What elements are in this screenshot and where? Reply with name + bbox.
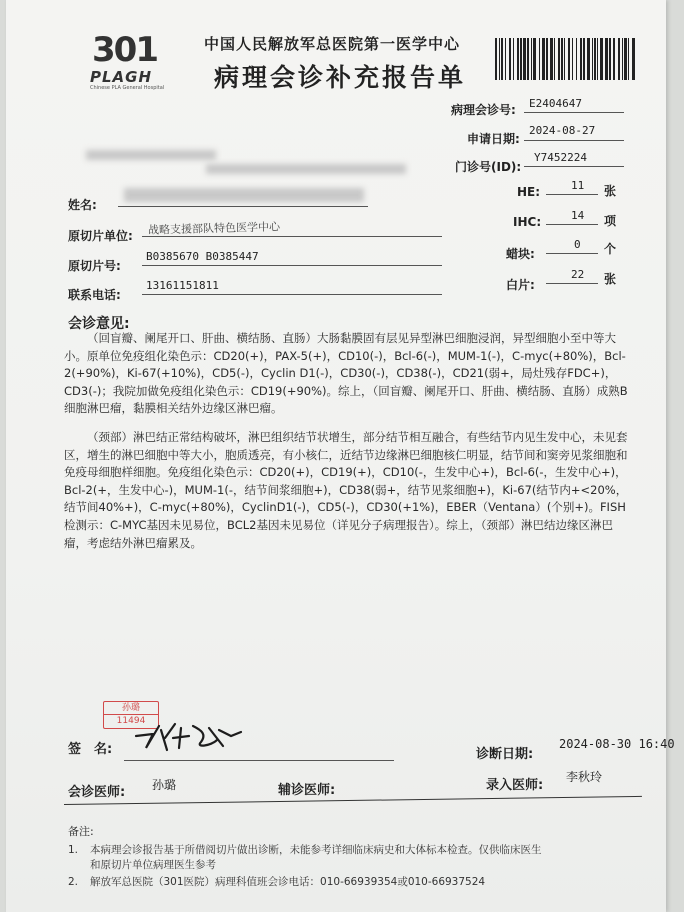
- doctor-seal-stamp: 孙璐 11494: [103, 701, 159, 729]
- he-value: 11: [571, 179, 585, 192]
- phone-label: 联系电话:: [68, 288, 121, 302]
- slide-no: B0385670 B0385447: [146, 250, 259, 263]
- redacted-name: [124, 188, 364, 202]
- logo-subtext: Chinese PLA General Hospital: [90, 85, 165, 91]
- he-underline: [546, 194, 598, 195]
- phone-underline: [142, 294, 442, 295]
- opinion-paragraph-1: （回盲瓣、阑尾开口、肝曲、横结肠、直肠）大肠黏膜固有层见异型淋巴细胞浸润，异型细胞小至中等大小。原单位免疫组化染色示：CD20(+)，PAX-5(+)，CD10(-)，Bcl-6(-)，MUM-1(-)，C-myc(+80%)，Bcl-2(+90%)，Ki-67(+10%)，CD5(-)，Cyclin D1(-)，CD30(-)，CD38(-)，CD21(弱+，局灶残存FDC+)，CD3(-)；我院加做免疫组化染色示：CD19(+90%)。综上，（回盲瓣、阑尾开口、肝曲、横结肠、直肠）成熟B细胞淋巴瘤，黏膜相关结外边缘区淋巴瘤。: [64, 331, 628, 416]
- wax-unit: 个: [604, 242, 617, 256]
- entry-doctor: 李秋玲: [566, 770, 603, 784]
- white-value: 22: [571, 268, 585, 281]
- phone: 13161151811: [146, 279, 219, 292]
- he-label: HE:: [517, 185, 541, 199]
- wax-label: 蜡块:: [506, 247, 535, 261]
- report-paper: [6, 0, 675, 912]
- slide-no-underline: [142, 265, 442, 266]
- section-divider: [64, 796, 642, 805]
- white-underline: [546, 283, 598, 284]
- redacted-block: [86, 150, 216, 160]
- slide-no-label: 原切片号:: [68, 259, 121, 273]
- logo-text: PLAGH: [90, 68, 153, 86]
- logo-number: 301: [92, 30, 157, 70]
- apply-date: 2024-08-27: [529, 124, 596, 137]
- clinic-no: Y7452224: [534, 151, 587, 164]
- redacted-block: [206, 164, 406, 174]
- apply-date-label: 申请日期:: [467, 132, 520, 146]
- entry-doctor-label: 录入医师:: [486, 778, 544, 793]
- handwritten-signature: [131, 716, 251, 756]
- consult-doctor-label: 会诊医师:: [68, 785, 126, 800]
- diag-date: 2024-08-30 16:40: [559, 737, 675, 751]
- opinion-paragraph-2: （颈部）淋巴结正常结构破坏，淋巴组织结节状增生，部分结节相互融合，有些结节内见生发中心，未见套区，增生的淋巴细胞中等大小，胞质透亮，有小核仁，近结节边缘淋巴细胞核仁明显，结节间和窦旁见浆细胞和免疫母细胞样细胞。免疫组化染色示：CD20(+)，CD19(+)，CD10(-，生发中心+)，Bcl-6(-，生发中心+)，Bcl-2(+，生发中心-)，MUM-1(-，结节间浆细胞+)，CD38(弱+，结节见浆细胞+)，Ki-67(结节内+<20%，结节间40%+)，C-myc(+80%)，CyclinD1(-)，CD5(-)，CD30(+1%)，EBER（Ventana）(个别+)。FISH检测示：C-MYC基因未见易位，BCL2基因未见易位（详见分子病理报告）。综上，（颈部）淋巴结边缘区淋巴瘤，考虑结外淋巴瘤累及。: [64, 429, 628, 550]
- assist-doctor-label: 辅诊医师:: [278, 783, 336, 798]
- ihc-unit: 项: [604, 214, 617, 228]
- hospital-logo: [78, 30, 170, 90]
- report-title: 病理会诊补充报告单: [214, 63, 467, 92]
- he-unit: 张: [604, 184, 617, 198]
- name-underline: [118, 206, 368, 207]
- clinic-no-label: 门诊号(ID):: [455, 160, 522, 174]
- ihc-label: IHC:: [513, 215, 542, 229]
- name-label: 姓名:: [68, 198, 97, 212]
- sign-underline: [124, 760, 394, 761]
- ihc-value: 14: [571, 209, 585, 222]
- consult-no: E2404647: [529, 97, 582, 110]
- unit-value: 战略支援部队特色医学中心: [147, 220, 281, 237]
- barcode-icon: [493, 38, 636, 80]
- notes-heading: 备注:: [68, 825, 94, 838]
- unit-underline: [142, 236, 442, 237]
- opinion-body: [64, 330, 632, 563]
- white-unit: 张: [604, 272, 617, 286]
- sign-label: 签 名:: [68, 742, 113, 757]
- unit-label: 原切片单位:: [68, 229, 133, 243]
- consult-doctor: 孙璐: [152, 778, 177, 792]
- consult-no-label: 病理会诊号:: [451, 103, 516, 117]
- apply-date-underline: [524, 140, 624, 141]
- note-item-1: 1. 本病理会诊报告基于所借阅切片做出诊断，未能参考详细临床病史和大体标本检查。仅供临床医生 和原切片单位病理医生参考: [68, 844, 542, 871]
- notes-list: [68, 843, 658, 890]
- opinion-heading: 会诊意见:: [68, 316, 130, 332]
- consult-no-underline: [524, 112, 624, 113]
- hospital-name: 中国人民解放军总医院第一医学中心: [204, 35, 461, 53]
- wax-underline: [546, 253, 598, 254]
- ihc-underline: [546, 224, 598, 225]
- clinic-no-underline: [524, 166, 624, 167]
- white-label: 白片:: [506, 278, 535, 292]
- diag-date-label: 诊断日期:: [476, 747, 534, 762]
- wax-value: 0: [574, 238, 581, 251]
- note-item-2: 2. 解放军总医院（301医院）病理科值班会诊电话：010-66939354或010-66937524: [68, 876, 486, 888]
